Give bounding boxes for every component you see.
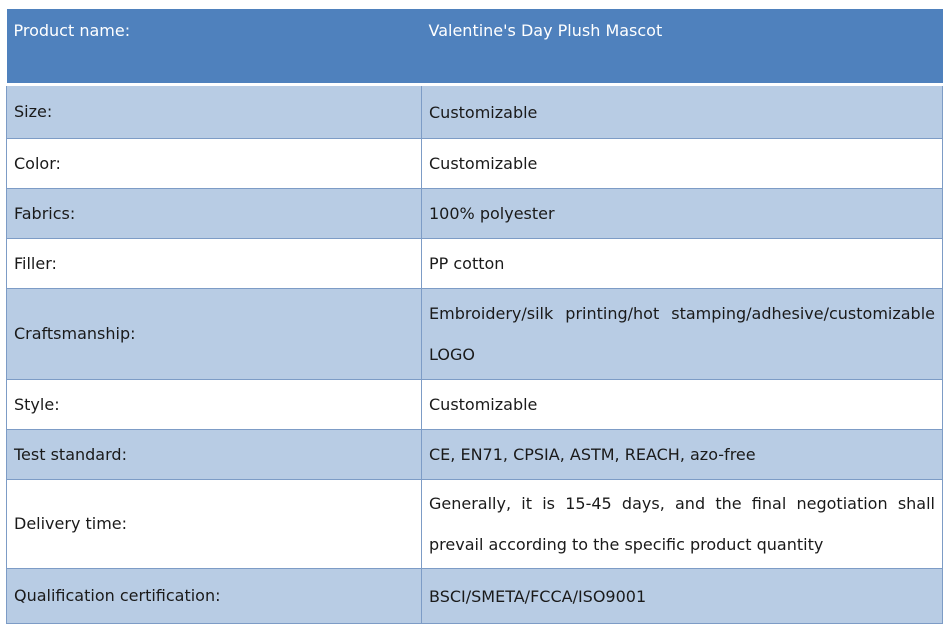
row-label: Fabrics: <box>7 189 422 239</box>
table-row <box>7 380 943 430</box>
table-row <box>7 480 943 569</box>
product-spec-table <box>6 9 943 624</box>
row-value: Customizable <box>422 380 943 430</box>
table-header-row <box>7 9 943 85</box>
row-label: Test standard: <box>7 430 422 480</box>
table-row <box>7 189 943 239</box>
row-label: Delivery time: <box>7 480 422 569</box>
header-label: Product name: <box>7 9 422 85</box>
row-label: Color: <box>7 139 422 189</box>
row-value: BSCI/SMETA/FCCA/ISO9001 <box>422 569 943 624</box>
table-row <box>7 569 943 624</box>
table-row <box>7 239 943 289</box>
table-row <box>7 85 943 139</box>
row-value: PP cotton <box>422 239 943 289</box>
table-row <box>7 289 943 380</box>
header-value: Valentine's Day Plush Mascot <box>422 9 943 85</box>
row-label: Filler: <box>7 239 422 289</box>
row-label: Craftsmanship: <box>7 289 422 380</box>
row-label: Qualification certification: <box>7 569 422 624</box>
row-label: Size: <box>7 85 422 139</box>
table-row <box>7 430 943 480</box>
row-label: Style: <box>7 380 422 430</box>
row-value: Customizable <box>422 85 943 139</box>
row-value: Generally, it is 15-45 days, and the final negotiation shall prevail according to the specific product quantity <box>422 480 943 569</box>
row-value: Embroidery/silk printing/hot stamping/adhesive/customizable LOGO <box>422 289 943 380</box>
table-row <box>7 139 943 189</box>
row-value: Customizable <box>422 139 943 189</box>
row-value: CE, EN71, CPSIA, ASTM, REACH, azo-free <box>422 430 943 480</box>
row-value: 100% polyester <box>422 189 943 239</box>
